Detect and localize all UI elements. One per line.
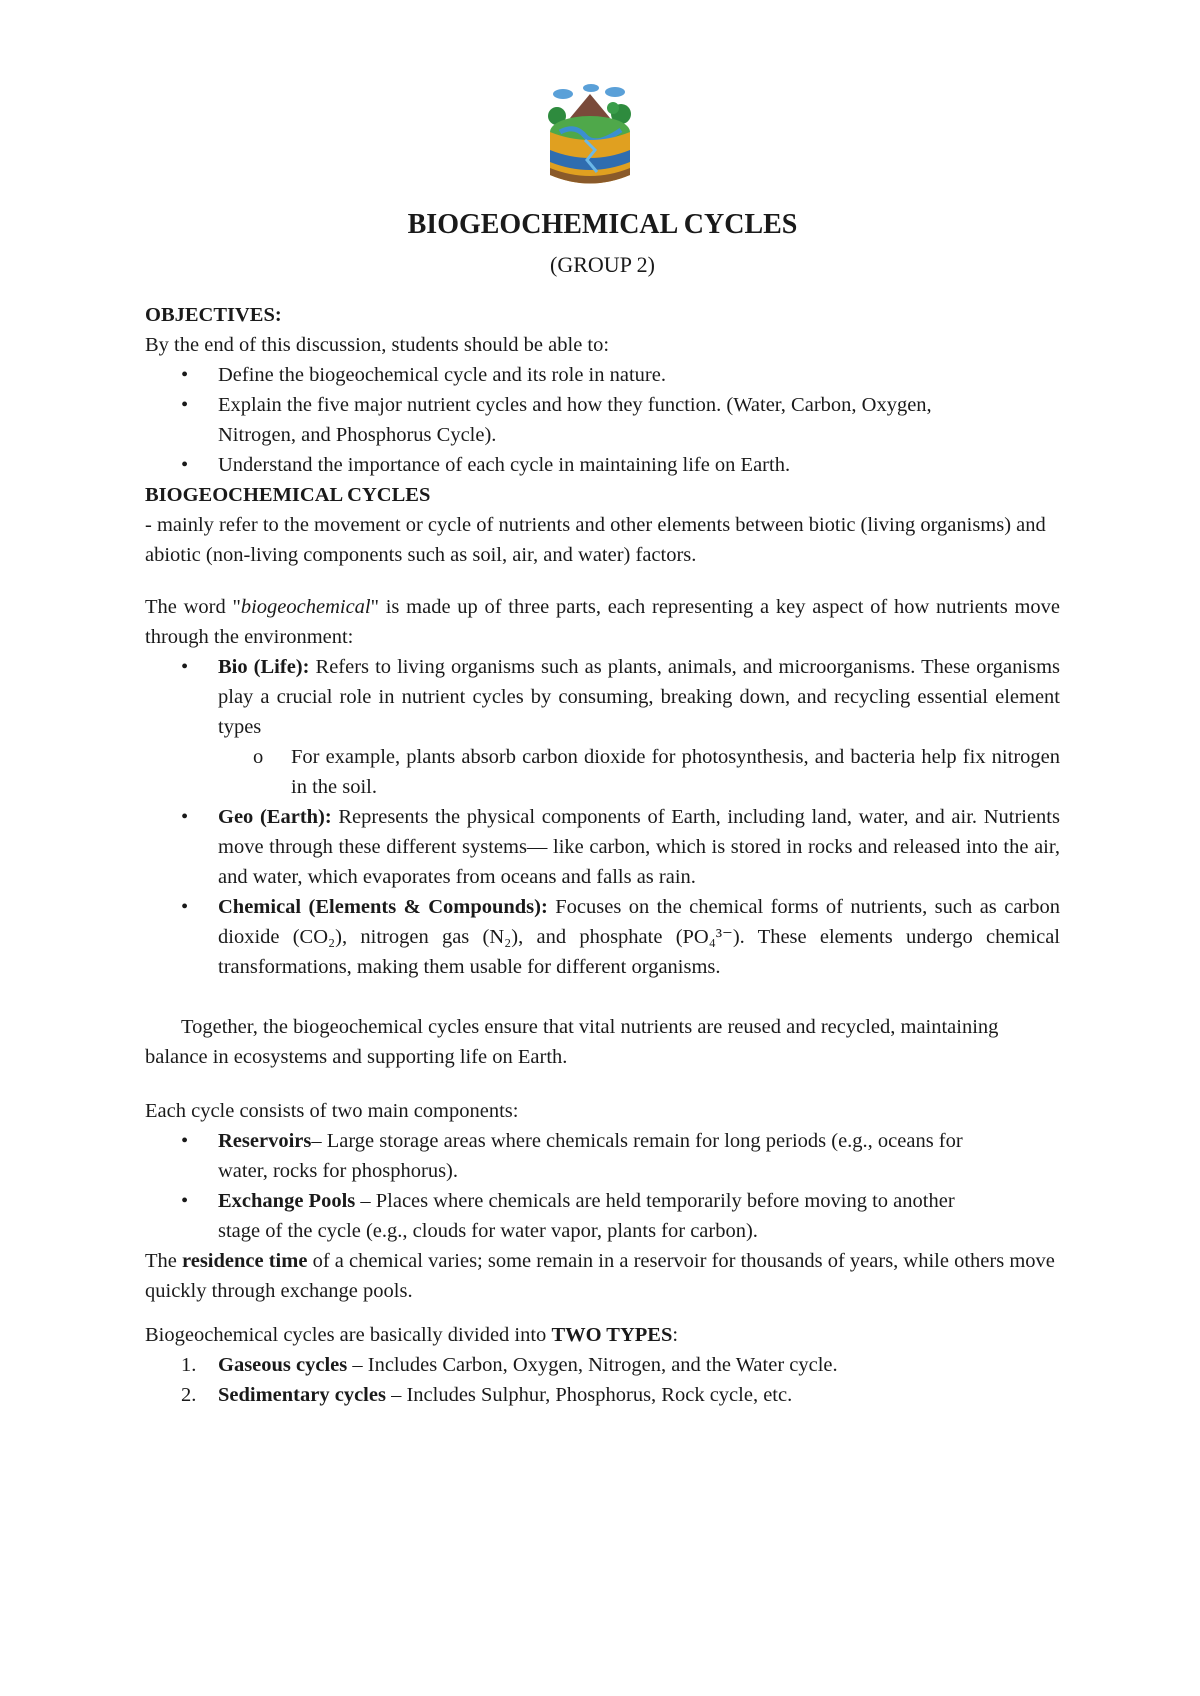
definition-section (145, 480, 1060, 570)
bullet-icon: • (181, 656, 189, 678)
list-number: 2. (181, 1384, 197, 1406)
bullet-icon: • (181, 896, 189, 918)
components-section (145, 1096, 1060, 1306)
together-section (145, 1012, 1060, 1072)
list-item: • Geo (Earth): Represents the physical components of Earth, including land, water, and air. Nutrients move through these different systems— like carbon, which is stored in rocks and released into the air, and water, which evaporates from oceans and falls as rain. (145, 802, 1060, 892)
types-list (145, 1350, 1060, 1410)
bullet-icon: • (181, 394, 189, 416)
list-item: • Define the biogeochemical cycle and its role in nature. (145, 360, 1060, 390)
components-list (145, 1126, 1060, 1246)
word-intro: The word "biogeochemical" is made up of three parts, each representing a key aspect of how nutrients move through the environment: (145, 596, 1061, 648)
document-subtitle: (GROUP 2) (550, 252, 655, 277)
word-parts-list (145, 652, 1060, 982)
word-term: biogeochemical (240, 596, 371, 618)
list-item: 2. Sedimentary cycles – Includes Sulphur, Phosphorus, Rock cycle, etc. (145, 1380, 1060, 1410)
objectives-heading: OBJECTIVES: (145, 304, 282, 326)
objectives-list (145, 360, 1060, 480)
list-item: • Bio (Life): Refers to living organisms such as plants, animals, and microorganisms. These organisms play a crucial role in nutrient cycles by consuming, breaking down, and recycling essential element types (145, 652, 1060, 742)
earth-cross-section-illustration (545, 80, 635, 192)
list-item: • Explain the five major nutrient cycles and how they function. (Water, Carbon, Oxygen, Nitrogen, and Phosphorus Cycle). (145, 390, 1060, 450)
list-item: • Reservoirs– Large storage areas where chemicals remain for long periods (e.g., oceans for water, rocks for phosphorus). (145, 1126, 1060, 1186)
list-item: 1. Gaseous cycles – Includes Carbon, Oxygen, Nitrogen, and the Water cycle. (145, 1350, 1060, 1380)
list-number: 1. (181, 1354, 197, 1376)
objectives-intro: By the end of this discussion, students should be able to: (145, 334, 610, 356)
residence-text: The residence time of a chemical varies; some remain in a reservoir for thousands of years, while others move quickly through exchange pools. (145, 1250, 1055, 1302)
list-item: • Exchange Pools – Places where chemicals are held temporarily before moving to another stage of the cycle (e.g., clouds for water vapor, plants for carbon). (145, 1186, 1060, 1246)
types-section (145, 1320, 1060, 1410)
bullet-icon: • (181, 806, 189, 828)
bullet-icon: • (181, 1130, 189, 1152)
document-title: BIOGEOCHEMICAL CYCLES (407, 209, 798, 240)
definition-text: - mainly refer to the movement or cycle of nutrients and other elements between biotic (living organisms) and abiotic (non-living components such as soil, air, and water) factors. (145, 514, 1046, 566)
bullet-icon: • (181, 364, 189, 386)
objectives-section (145, 300, 1060, 480)
circle-bullet-icon: o (253, 746, 264, 768)
list-item: • Chemical (Elements & Compounds): Focuses on the chemical forms of nutrients, such as carbon dioxide (CO₂), nitrogen gas (N₂), and phosphate (PO₄³⁻). These elements undergo chemical transformations, making them usable for different organisms. (145, 892, 1060, 982)
components-intro: Each cycle consists of two main components: (145, 1100, 519, 1122)
word-section (145, 592, 1060, 982)
sub-list-item: o For example, plants absorb carbon dioxide for photosynthesis, and bacteria help fix nitrogen in the soil. (145, 742, 1060, 802)
list-item: • Understand the importance of each cycle in maintaining life on Earth. (145, 450, 1060, 480)
types-intro: Biogeochemical cycles are basically divided into TWO TYPES: (145, 1324, 679, 1346)
definition-heading: BIOGEOCHEMICAL CYCLES (145, 484, 431, 506)
together-text: Together, the biogeochemical cycles ensure that vital nutrients are reused and recycled, maintaining balance in ecosystems and supporting life on Earth. (145, 1016, 999, 1068)
bullet-icon: • (181, 1190, 189, 1212)
bullet-icon: • (181, 454, 189, 476)
